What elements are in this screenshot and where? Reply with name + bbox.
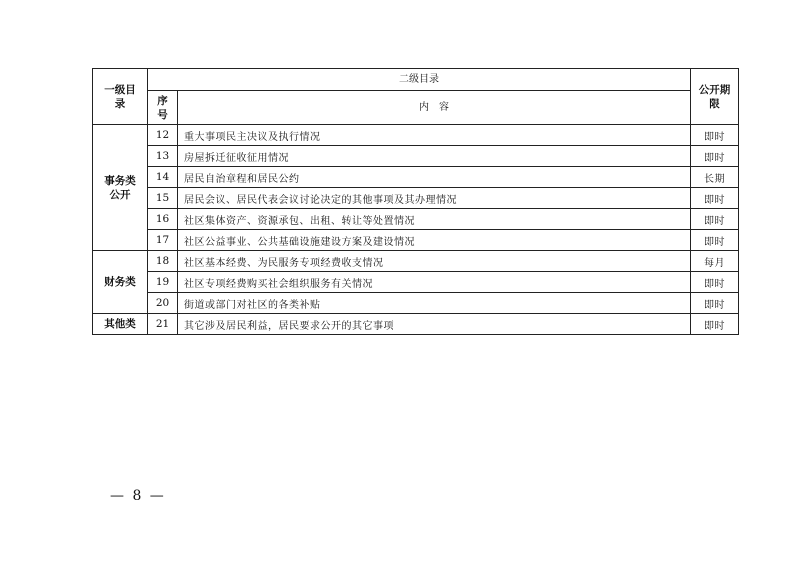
- row-content: 社区基本经费、为民服务专项经费收支情况: [178, 251, 691, 272]
- page-number: — 8 —: [110, 488, 166, 504]
- group-label-affairs: 事务类 公开: [93, 125, 148, 251]
- row-number: 19: [148, 272, 178, 293]
- row-period: 即时: [691, 125, 739, 146]
- level2-header: 二级目录: [148, 69, 691, 91]
- group-label-finance: 财务类: [93, 251, 148, 314]
- table-row: [93, 146, 739, 167]
- row-content: 居民会议、居民代表会议讨论决定的其他事项及其办理情况: [178, 188, 691, 209]
- table-row: [93, 314, 739, 335]
- table-row: [93, 230, 739, 251]
- row-period: 即时: [691, 209, 739, 230]
- table-row: [93, 251, 739, 272]
- table-row: [93, 293, 739, 314]
- seq-header: 序 号: [148, 91, 178, 125]
- row-number: 17: [148, 230, 178, 251]
- table-row: [93, 188, 739, 209]
- row-period: 每月: [691, 251, 739, 272]
- row-content: 其它涉及居民利益，居民要求公开的其它事项: [178, 314, 691, 335]
- row-period: 即时: [691, 188, 739, 209]
- row-content: 社区专项经费购买社会组织服务有关情况: [178, 272, 691, 293]
- row-content: 街道或部门对社区的各类补贴: [178, 293, 691, 314]
- row-period: 即时: [691, 230, 739, 251]
- row-number: 15: [148, 188, 178, 209]
- row-number: 13: [148, 146, 178, 167]
- row-content: 社区公益事业、公共基础设施建设方案及建设情况: [178, 230, 691, 251]
- table-row: [93, 167, 739, 188]
- row-period: 长期: [691, 167, 739, 188]
- row-number: 20: [148, 293, 178, 314]
- disclosure-catalog-table: [92, 68, 739, 335]
- level1-header: 一级目 录: [93, 69, 148, 125]
- group-label-other: 其他类: [93, 314, 148, 335]
- row-period: 即时: [691, 314, 739, 335]
- row-number: 16: [148, 209, 178, 230]
- row-content: 重大事项民主决议及执行情况: [178, 125, 691, 146]
- row-period: 即时: [691, 146, 739, 167]
- row-content: 房屋拆迁征收征用情况: [178, 146, 691, 167]
- period-header: 公开期 限: [691, 69, 739, 125]
- row-period: 即时: [691, 293, 739, 314]
- table-row: [93, 209, 739, 230]
- row-period: 即时: [691, 272, 739, 293]
- row-content: 居民自治章程和居民公约: [178, 167, 691, 188]
- content-header: 内 容: [178, 91, 691, 125]
- row-number: 14: [148, 167, 178, 188]
- row-number: 18: [148, 251, 178, 272]
- row-number: 12: [148, 125, 178, 146]
- row-number: 21: [148, 314, 178, 335]
- table-row: [93, 125, 739, 146]
- row-content: 社区集体资产、资源承包、出租、转让等处置情况: [178, 209, 691, 230]
- table-row: [93, 272, 739, 293]
